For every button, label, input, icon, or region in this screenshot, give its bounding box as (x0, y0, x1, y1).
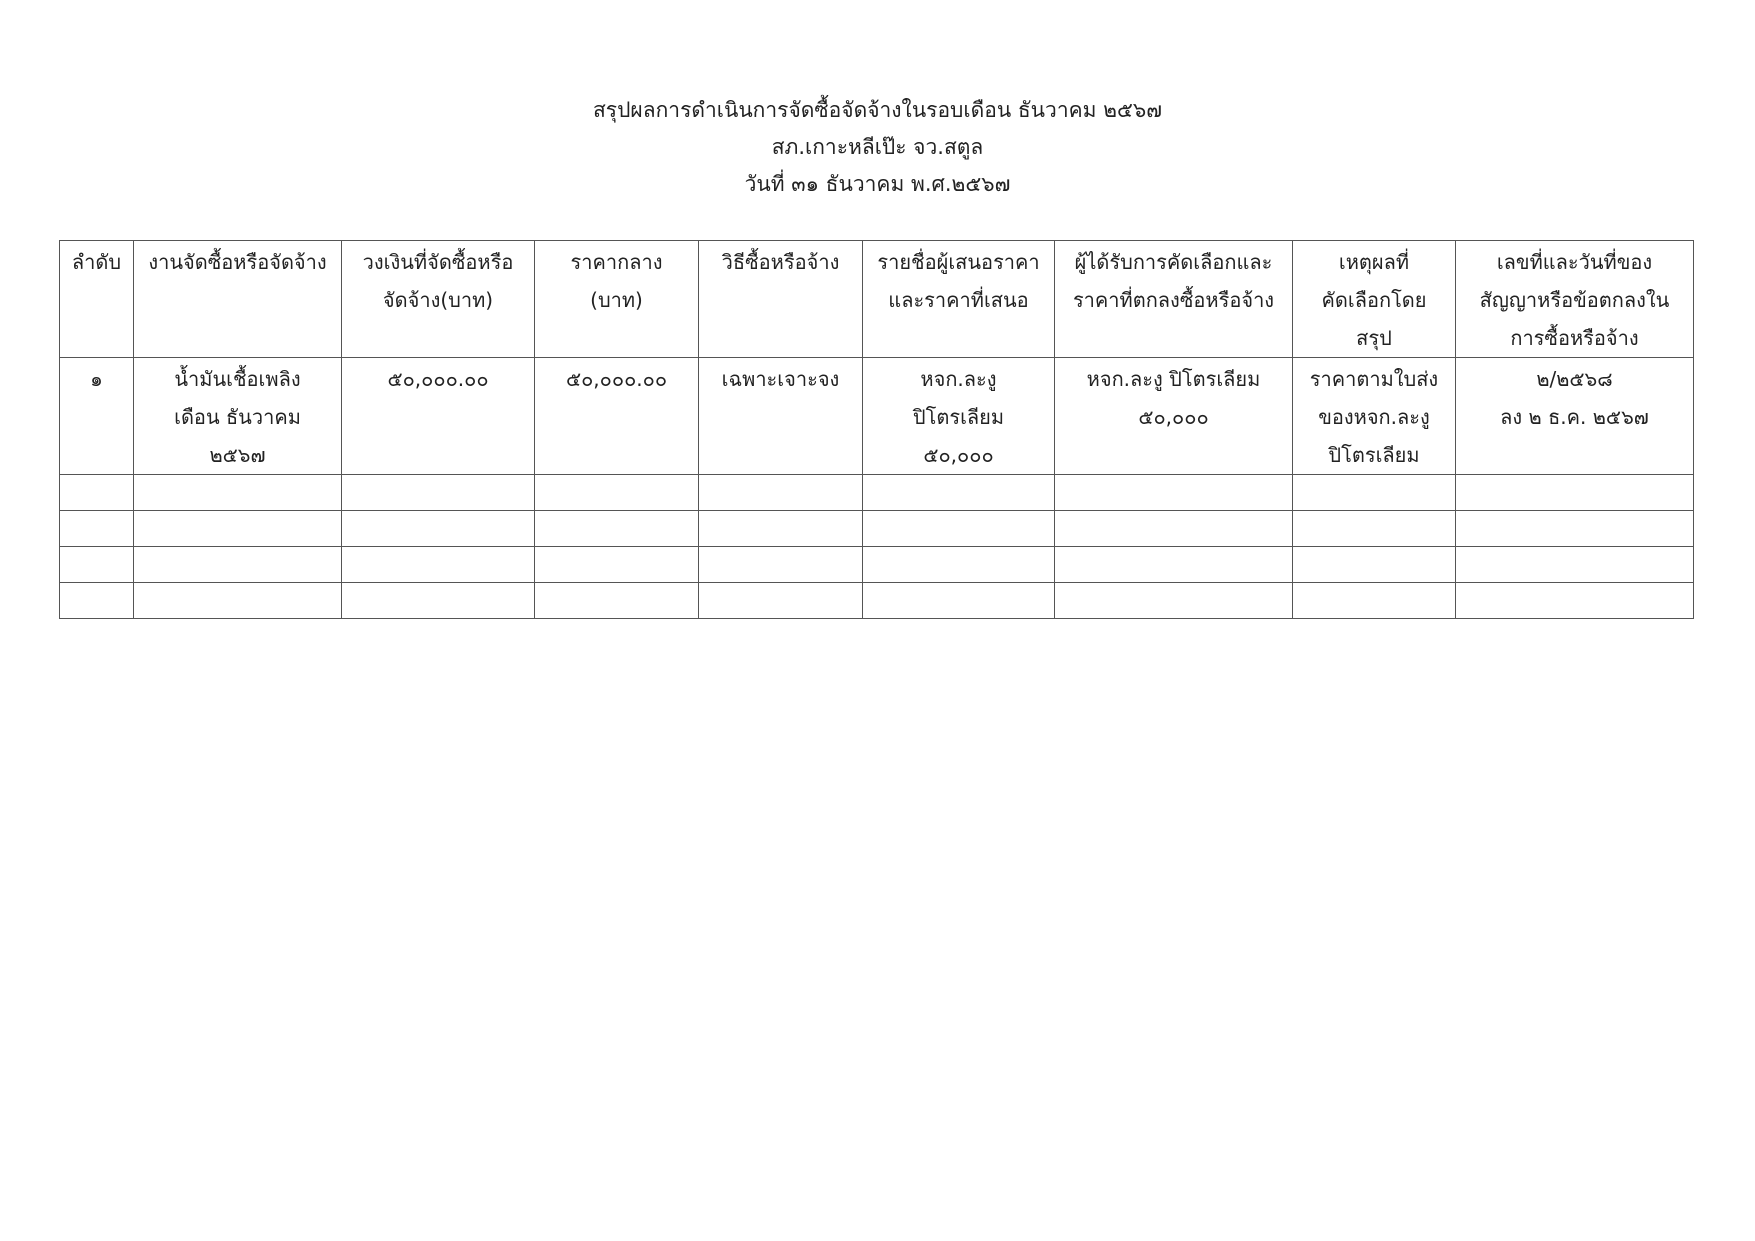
col-header-budget: วงเงินที่จัดซื้อหรือ จัดจ้าง(บาท) (342, 241, 535, 358)
report-date: วันที่ ๓๑ ธันวาคม พ.ศ.๒๕๖๗ (744, 172, 1011, 196)
table-header-row (60, 241, 1694, 358)
document-heading (0, 92, 1755, 203)
cell-order: ๑ (60, 358, 134, 475)
col-header-bidders: รายชื่อผู้เสนอราคา และราคาที่เสนอ (863, 241, 1055, 358)
empty-table-row (60, 511, 1694, 547)
col-header-contract-info: เลขที่และวันที่ของ สัญญาหรือข้อตกลงใน การซื้อหรือจ้าง (1456, 241, 1694, 358)
empty-table-row (60, 547, 1694, 583)
col-header-selection-reason: เหตุผลที่ คัดเลือกโดย สรุป (1293, 241, 1456, 358)
cell-reference-price: ๕๐,๐๐๐.๐๐ (535, 358, 699, 475)
col-header-selected-vendor: ผู้ได้รับการคัดเลือกและ ราคาที่ตกลงซื้อหรือจ้าง (1055, 241, 1293, 358)
col-header-procurement-item: งานจัดซื้อหรือจัดจ้าง (134, 241, 342, 358)
cell-method: เฉพาะเจาะจง (699, 358, 863, 475)
cell-selected-vendor: หจก.ละงู ปิโตรเลียม ๕๐,๐๐๐ (1055, 358, 1293, 475)
cell-contract-info: ๒/๒๕๖๘ ลง ๒ ธ.ค. ๒๕๖๗ (1456, 358, 1694, 475)
table-row (60, 358, 1694, 475)
cell-budget: ๕๐,๐๐๐.๐๐ (342, 358, 535, 475)
document-title: สรุปผลการดำเนินการจัดซื้อจัดจ้างในรอบเดือน ธันวาคม ๒๕๖๗ (592, 98, 1163, 122)
agency-name: สภ.เกาะหลีเป๊ะ จว.สตูล (771, 135, 984, 159)
cell-procurement-item: น้ำมันเชื้อเพลิง เดือน ธันวาคม ๒๕๖๗ (134, 358, 342, 475)
col-header-reference-price: ราคากลาง (บาท) (535, 241, 699, 358)
procurement-summary-table (59, 240, 1694, 619)
empty-table-row (60, 475, 1694, 511)
empty-table-row (60, 583, 1694, 619)
cell-bidders: หจก.ละงู ปิโตรเลียม ๕๐,๐๐๐ (863, 358, 1055, 475)
cell-selection-reason: ราคาตามใบส่ง ของหจก.ละงู ปิโตรเลียม (1293, 358, 1456, 475)
col-header-order: ลำดับ (60, 241, 134, 358)
col-header-method: วิธีซื้อหรือจ้าง (699, 241, 863, 358)
